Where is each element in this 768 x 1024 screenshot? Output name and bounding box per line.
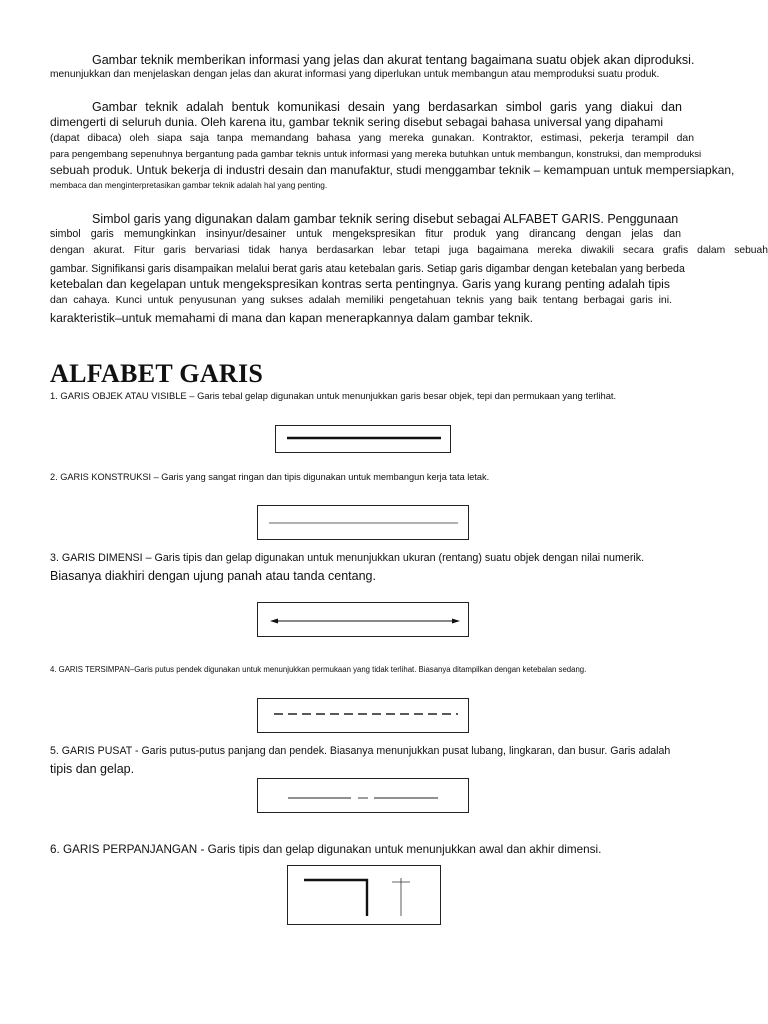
hidden-line-icon: [258, 699, 468, 732]
paragraph-2-line-5: sebuah produk. Untuk bekerja di industri desain dan manufaktur, studi menggambar teknik – kemampuan untuk mempersiapkan,: [50, 163, 735, 177]
item-4-text: 4. GARIS TERSIMPAN–Garis putus pendek digunakan untuk menunjukkan permukaan yang tidak terlihat. Biasanya ditampilkan dengan ketebalan sedang.: [50, 665, 587, 674]
paragraph-1-line-2: menunjukkan dan menjelaskan dengan jelas dan akurat informasi yang diperlukan untuk membangun atau memproduksi suatu produk.: [50, 69, 660, 80]
dimension-line-sample: [257, 602, 469, 637]
item-5-text-line-1: 5. GARIS PUSAT - Garis putus-putus panjang dan pendek. Biasanya menunjukkan pusat lubang, lingkaran, dan busur. Garis adalah: [50, 745, 671, 757]
paragraph-3-line-1: Simbol garis yang digunakan dalam gambar teknik sering disebut sebagai ALFABET GARIS. Penggunaan: [92, 212, 679, 226]
paragraph-2-line-3: (dapat dibaca) oleh siapa saja tanpa memandang bahasa yang mereka gunakan. Kontraktor, estimasi, pekerja terampil dan: [50, 133, 694, 144]
center-line-icon: [258, 779, 468, 812]
paragraph-3-line-3: dengan akurat. Fitur garis bervariasi tidak hanya berdasarkan lebar tetapi juga bagaimana mereka diwakili secara grafis dalam sebuah: [50, 245, 768, 256]
paragraph-3-line-4: gambar. Signifikansi garis disampaikan melalui berat garis atau ketebalan garis. Setiap garis digambar dengan ketebalan yang berbeda: [50, 263, 685, 275]
dimension-line-icon: [258, 603, 468, 636]
object-line-sample: [275, 425, 451, 453]
construction-line-icon: [258, 506, 468, 539]
section-heading: ALFABET GARIS: [50, 359, 264, 388]
item-2-text: 2. GARIS KONSTRUKSI – Garis yang sangat ringan dan tipis digunakan untuk membangun kerja tata letak.: [50, 472, 490, 482]
center-line-sample: [257, 778, 469, 813]
extension-line-sample: [287, 865, 441, 925]
paragraph-3-line-5: ketebalan dan kegelapan untuk mengekspresikan kontras serta pentingnya. Garis yang kurang penting adalah tipis: [50, 277, 670, 291]
item-1-text: 1. GARIS OBJEK ATAU VISIBLE – Garis tebal gelap digunakan untuk menunjukkan garis besar objek, tepi dan permukaan yang terlihat.: [50, 390, 617, 401]
paragraph-2-line-1: Gambar teknik adalah bentuk komunikasi desain yang berdasarkan simbol garis yang diakui dan: [92, 100, 682, 114]
item-5-text-line-2: tipis dan gelap.: [50, 762, 135, 776]
paragraph-3-line-7: karakteristik–untuk memahami di mana dan kapan menerapkannya dalam gambar teknik.: [50, 311, 534, 325]
paragraph-3-line-6: dan cahaya. Kunci untuk penyusunan yang sukses adalah memiliki pengetahuan teknis yang baik tentang berbagai garis ini.: [50, 294, 672, 306]
paragraph-2-line-6: membaca dan menginterpretasikan gambar teknik adalah hal yang penting.: [50, 180, 328, 190]
paragraph-2-line-2: dimengerti di seluruh dunia. Oleh karena itu, gambar teknik sering disebut sebagai bahasa universal yang dipahami: [50, 115, 664, 129]
construction-line-sample: [257, 505, 469, 540]
extension-line-icon: [288, 866, 440, 924]
item-3-text-line-2: Biasanya diakhiri dengan ujung panah atau tanda centang.: [50, 569, 376, 583]
item-3-text-line-1: 3. GARIS DIMENSI – Garis tipis dan gelap digunakan untuk menunjukkan ukuran (rentang) suatu objek dengan nilai numerik.: [50, 552, 645, 564]
paragraph-1-line-1: Gambar teknik memberikan informasi yang jelas dan akurat tentang bagaimana suatu objek akan diproduksi.: [92, 53, 695, 67]
paragraph-2-line-4: para pengembang sepenuhnya bergantung pada gambar teknis untuk informasi yang mereka butuhkan untuk membangun, konstruksi, dan memproduksi: [50, 149, 702, 160]
item-6-text: 6. GARIS PERPANJANGAN - Garis tipis dan gelap digunakan untuk menunjukkan awal dan akhir dimensi.: [50, 843, 602, 856]
hidden-line-sample: [257, 698, 469, 733]
object-line-icon: [276, 426, 450, 452]
paragraph-3-line-2: simbol garis memungkinkan insinyur/desainer untuk mengekspresikan fitur produk yang dirancang dengan jelas dan: [50, 228, 681, 240]
